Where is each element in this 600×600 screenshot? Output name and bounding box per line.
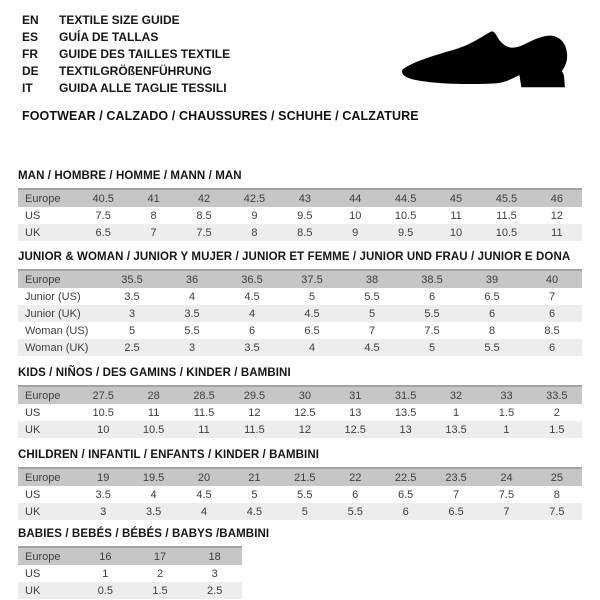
language-header bbox=[22, 12, 230, 97]
table-row bbox=[18, 503, 582, 520]
size-cell: 7.5 bbox=[498, 488, 515, 501]
size-cell: 10.5 bbox=[92, 406, 114, 419]
size-cell: 11.5 bbox=[244, 423, 265, 436]
size-cell: 5.5 bbox=[347, 505, 363, 518]
size-cell: 9.5 bbox=[397, 226, 414, 239]
row-label: Europe bbox=[25, 273, 61, 286]
size-cell: 31 bbox=[349, 389, 362, 402]
section-babies bbox=[18, 528, 269, 599]
size-cell: 6 bbox=[248, 324, 256, 337]
size-cell: 20 bbox=[197, 471, 211, 484]
size-cell: 6.5 bbox=[484, 290, 500, 303]
section-kids bbox=[18, 367, 582, 438]
table-header-row bbox=[18, 467, 582, 486]
size-cell: 8 bbox=[251, 226, 258, 239]
size-cell: 3.5 bbox=[124, 290, 140, 303]
row-label: Europe bbox=[25, 389, 61, 402]
row-label: UK bbox=[25, 505, 41, 518]
size-cell: 12 bbox=[248, 406, 261, 419]
size-cell: 4 bbox=[200, 505, 208, 518]
size-cell: 6.5 bbox=[304, 324, 320, 337]
size-cell: 3 bbox=[100, 505, 107, 518]
size-cell: 12.5 bbox=[294, 406, 316, 419]
size-cell: 22.5 bbox=[394, 471, 417, 484]
size-cell: 5.5 bbox=[424, 307, 440, 320]
size-cell: 12 bbox=[550, 209, 563, 222]
size-cell: 22 bbox=[349, 471, 362, 484]
size-cell: 21.5 bbox=[294, 471, 316, 484]
size-cell: 8.5 bbox=[297, 226, 313, 239]
man-size-table bbox=[18, 188, 582, 241]
size-cell: 18 bbox=[208, 550, 221, 563]
table-row bbox=[18, 224, 582, 241]
row-label: Junior (UK) bbox=[25, 307, 81, 320]
size-cell: 44 bbox=[349, 192, 362, 205]
language-line bbox=[22, 12, 230, 29]
table-row bbox=[18, 582, 242, 599]
size-cell: 7 bbox=[150, 226, 157, 239]
size-cell: 28.5 bbox=[193, 389, 215, 402]
row-label: Woman (UK) bbox=[25, 341, 89, 354]
size-cell: 35.5 bbox=[121, 273, 143, 286]
section-title-man: MAN / HOMBRE / HOMME / MANN / MAN bbox=[18, 170, 242, 182]
size-cell: 4.5 bbox=[196, 488, 212, 501]
size-cell: 4.5 bbox=[304, 307, 320, 320]
size-cell: 13.5 bbox=[394, 406, 417, 419]
size-cell: 30 bbox=[298, 389, 311, 402]
section-title-junior-woman: JUNIOR & WOMAN / JUNIOR Y MUJER / JUNIOR ET FEMME / JUNIOR UND FRAU / JUNIOR E DONA bbox=[18, 251, 571, 263]
size-cell: 10.5 bbox=[495, 226, 518, 239]
size-cell: 19 bbox=[97, 471, 110, 484]
size-cell: 21 bbox=[248, 471, 261, 484]
size-cell: 40.5 bbox=[92, 192, 114, 205]
size-cell: 6 bbox=[402, 505, 409, 518]
size-cell: 7.5 bbox=[424, 324, 440, 337]
size-cell: 8.5 bbox=[196, 209, 212, 222]
size-cell: 9 bbox=[251, 209, 258, 222]
table-row bbox=[18, 305, 582, 322]
junior-woman-size-table bbox=[18, 269, 582, 356]
table-row bbox=[18, 322, 582, 339]
size-cell: 45 bbox=[449, 192, 463, 205]
size-cell: 2.5 bbox=[124, 341, 140, 354]
size-cell: 5.5 bbox=[184, 324, 200, 337]
size-cell: 38.5 bbox=[421, 273, 443, 286]
size-cell: 11.5 bbox=[496, 209, 517, 222]
section-title-kids: KIDS / NIÑOS / DES GAMINS / KINDER / BAMBINI bbox=[18, 367, 291, 379]
babies-size-table bbox=[18, 546, 242, 599]
size-cell: 41 bbox=[147, 192, 160, 205]
size-cell: 7 bbox=[503, 505, 510, 518]
language-title: GUIDA ALLE TAGLIE TESSILI bbox=[59, 81, 227, 95]
size-cell: 1 bbox=[452, 406, 460, 419]
row-label: Europe bbox=[25, 550, 61, 563]
size-cell: 1.5 bbox=[498, 406, 515, 419]
size-cell: 4.5 bbox=[246, 505, 263, 518]
size-cell: 33.5 bbox=[546, 389, 568, 402]
size-cell: 23.5 bbox=[445, 471, 467, 484]
size-cell: 11 bbox=[198, 423, 210, 436]
language-line bbox=[22, 63, 230, 80]
row-label: US bbox=[25, 488, 41, 501]
size-cell: 32 bbox=[449, 389, 463, 402]
table-header-row bbox=[18, 546, 242, 565]
size-cell: 7 bbox=[368, 324, 376, 337]
size-cell: 5.5 bbox=[364, 290, 380, 303]
size-cell: 2.5 bbox=[207, 584, 223, 597]
size-cell: 42.5 bbox=[243, 192, 266, 205]
table-row bbox=[18, 404, 582, 421]
table-header-row bbox=[18, 188, 582, 207]
language-line bbox=[22, 80, 230, 97]
table-header-row bbox=[18, 385, 582, 404]
language-code: DE bbox=[22, 64, 39, 78]
language-code: FR bbox=[22, 47, 38, 61]
size-cell: 3.5 bbox=[184, 307, 200, 320]
size-cell: 6 bbox=[548, 341, 556, 354]
size-cell: 4 bbox=[150, 488, 157, 501]
size-cell: 1.5 bbox=[549, 423, 565, 436]
size-cell: 4.5 bbox=[364, 341, 380, 354]
size-cell: 11.5 bbox=[193, 406, 215, 419]
size-cell: 2 bbox=[156, 567, 164, 580]
language-code: EN bbox=[22, 13, 39, 27]
size-cell: 1.5 bbox=[152, 584, 168, 597]
size-cell: 12 bbox=[298, 423, 311, 436]
language-title: TEXTILE SIZE GUIDE bbox=[59, 13, 180, 27]
table-row bbox=[18, 486, 582, 503]
section-man bbox=[18, 170, 582, 241]
size-cell: 4 bbox=[308, 341, 316, 354]
row-label: UK bbox=[25, 423, 41, 436]
table-row bbox=[18, 288, 582, 305]
size-cell: 7.5 bbox=[196, 226, 212, 239]
size-cell: 5.5 bbox=[297, 488, 313, 501]
size-cell: 42 bbox=[197, 192, 211, 205]
size-cell: 5 bbox=[301, 505, 308, 518]
size-cell: 7.5 bbox=[95, 209, 111, 222]
row-label: Junior (US) bbox=[25, 290, 81, 303]
size-cell: 6.5 bbox=[397, 488, 414, 501]
size-cell: 5 bbox=[308, 290, 316, 303]
size-cell: 28 bbox=[147, 389, 160, 402]
language-code: IT bbox=[22, 81, 33, 95]
size-cell: 36.5 bbox=[241, 273, 263, 286]
language-title: GUIDE DES TAILLES TEXTILE bbox=[59, 47, 231, 61]
size-cell: 33 bbox=[500, 389, 513, 402]
size-cell: 9.5 bbox=[297, 209, 313, 222]
row-label: Europe bbox=[25, 192, 61, 205]
size-cell: 5 bbox=[428, 341, 436, 354]
size-cell: 10 bbox=[97, 423, 110, 436]
size-cell: 4.5 bbox=[244, 290, 260, 303]
size-cell: 8 bbox=[150, 209, 157, 222]
language-line bbox=[22, 46, 230, 63]
size-cell: 44.5 bbox=[394, 192, 417, 205]
size-cell: 12.5 bbox=[344, 423, 366, 436]
row-label: Europe bbox=[25, 471, 61, 484]
size-cell: 7 bbox=[548, 290, 556, 303]
size-cell: 46 bbox=[550, 192, 563, 205]
size-cell: 13 bbox=[399, 423, 412, 436]
section-title-children: CHILDREN / INFANTIL / ENFANTS / KINDER / BAMBINI bbox=[18, 449, 320, 461]
size-cell: 40 bbox=[545, 273, 559, 286]
size-cell: 3.5 bbox=[145, 505, 162, 518]
size-cell: 17 bbox=[153, 550, 167, 563]
size-cell: 11 bbox=[450, 209, 462, 222]
row-label: UK bbox=[25, 584, 41, 597]
size-cell: 6 bbox=[488, 307, 496, 320]
section-children bbox=[18, 449, 582, 520]
size-cell: 8.5 bbox=[544, 324, 560, 337]
table-row bbox=[18, 207, 582, 224]
size-cell: 10.5 bbox=[394, 209, 417, 222]
table-row bbox=[18, 565, 242, 582]
size-cell: 31.5 bbox=[394, 389, 417, 402]
size-cell: 3 bbox=[188, 341, 196, 354]
size-cell: 6 bbox=[352, 488, 359, 501]
size-cell: 1 bbox=[102, 567, 109, 580]
size-cell: 8 bbox=[553, 488, 560, 501]
size-cell: 13 bbox=[349, 406, 362, 419]
language-title: GUÍA DE TALLAS bbox=[59, 30, 159, 44]
category-heading: FOOTWEAR / CALZADO / CHAUSSURES / SCHUHE / CALZATURE bbox=[22, 109, 419, 123]
size-cell: 8 bbox=[488, 324, 496, 337]
size-cell: 10.5 bbox=[142, 423, 165, 436]
row-label: UK bbox=[25, 226, 41, 239]
shoe-silhouette-icon bbox=[400, 30, 572, 94]
size-cell: 6 bbox=[428, 290, 436, 303]
size-cell: 9 bbox=[352, 226, 359, 239]
kids-size-table bbox=[18, 385, 582, 438]
size-cell: 6.5 bbox=[448, 505, 464, 518]
language-title: TEXTILGRÖßENFÜHRUNG bbox=[59, 64, 212, 78]
size-cell: 5 bbox=[368, 307, 376, 320]
size-cell: 10 bbox=[349, 209, 362, 222]
section-junior-woman bbox=[18, 251, 582, 356]
size-cell: 10 bbox=[449, 226, 463, 239]
size-cell: 29.5 bbox=[243, 389, 266, 402]
size-cell: 6 bbox=[548, 307, 556, 320]
size-cell: 5.5 bbox=[484, 341, 500, 354]
size-cell: 19.5 bbox=[142, 471, 165, 484]
size-cell: 4 bbox=[188, 290, 196, 303]
size-cell: 1 bbox=[503, 423, 510, 436]
size-cell: 3.5 bbox=[95, 488, 111, 501]
size-cell: 3 bbox=[211, 567, 218, 580]
size-cell: 37.5 bbox=[301, 273, 323, 286]
size-cell: 5 bbox=[128, 324, 136, 337]
table-row bbox=[18, 421, 582, 438]
size-cell: 27.5 bbox=[92, 389, 114, 402]
row-label: US bbox=[25, 209, 41, 222]
size-cell: 0.5 bbox=[97, 584, 113, 597]
size-cell: 7 bbox=[452, 488, 460, 501]
size-cell: 36 bbox=[185, 273, 199, 286]
section-title-babies: BABIES / BEBÉS / BÉBÉS / BABYS /BAMBINI bbox=[18, 528, 270, 540]
size-cell: 25 bbox=[550, 471, 563, 484]
table-header-row bbox=[18, 269, 582, 288]
row-label: US bbox=[25, 567, 41, 580]
row-label: US bbox=[25, 406, 41, 419]
size-cell: 24 bbox=[500, 471, 513, 484]
size-cell: 16 bbox=[99, 550, 112, 563]
size-cell: 38 bbox=[365, 273, 379, 286]
size-cell: 7.5 bbox=[549, 505, 565, 518]
language-line bbox=[22, 29, 230, 46]
size-cell: 5 bbox=[251, 488, 258, 501]
size-cell: 45.5 bbox=[495, 192, 518, 205]
size-cell: 2 bbox=[553, 406, 560, 419]
table-row bbox=[18, 339, 582, 356]
size-cell: 11 bbox=[147, 406, 160, 419]
size-cell: 4 bbox=[248, 307, 256, 320]
size-cell: 11 bbox=[551, 226, 563, 239]
size-cell: 6.5 bbox=[95, 226, 111, 239]
size-cell: 3.5 bbox=[244, 341, 260, 354]
size-cell: 3 bbox=[128, 307, 136, 320]
row-label: Woman (US) bbox=[25, 324, 89, 337]
children-size-table bbox=[18, 467, 582, 520]
size-cell: 13.5 bbox=[445, 423, 467, 436]
size-cell: 39 bbox=[485, 273, 499, 286]
size-cell: 43 bbox=[298, 192, 311, 205]
language-code: ES bbox=[22, 30, 39, 44]
